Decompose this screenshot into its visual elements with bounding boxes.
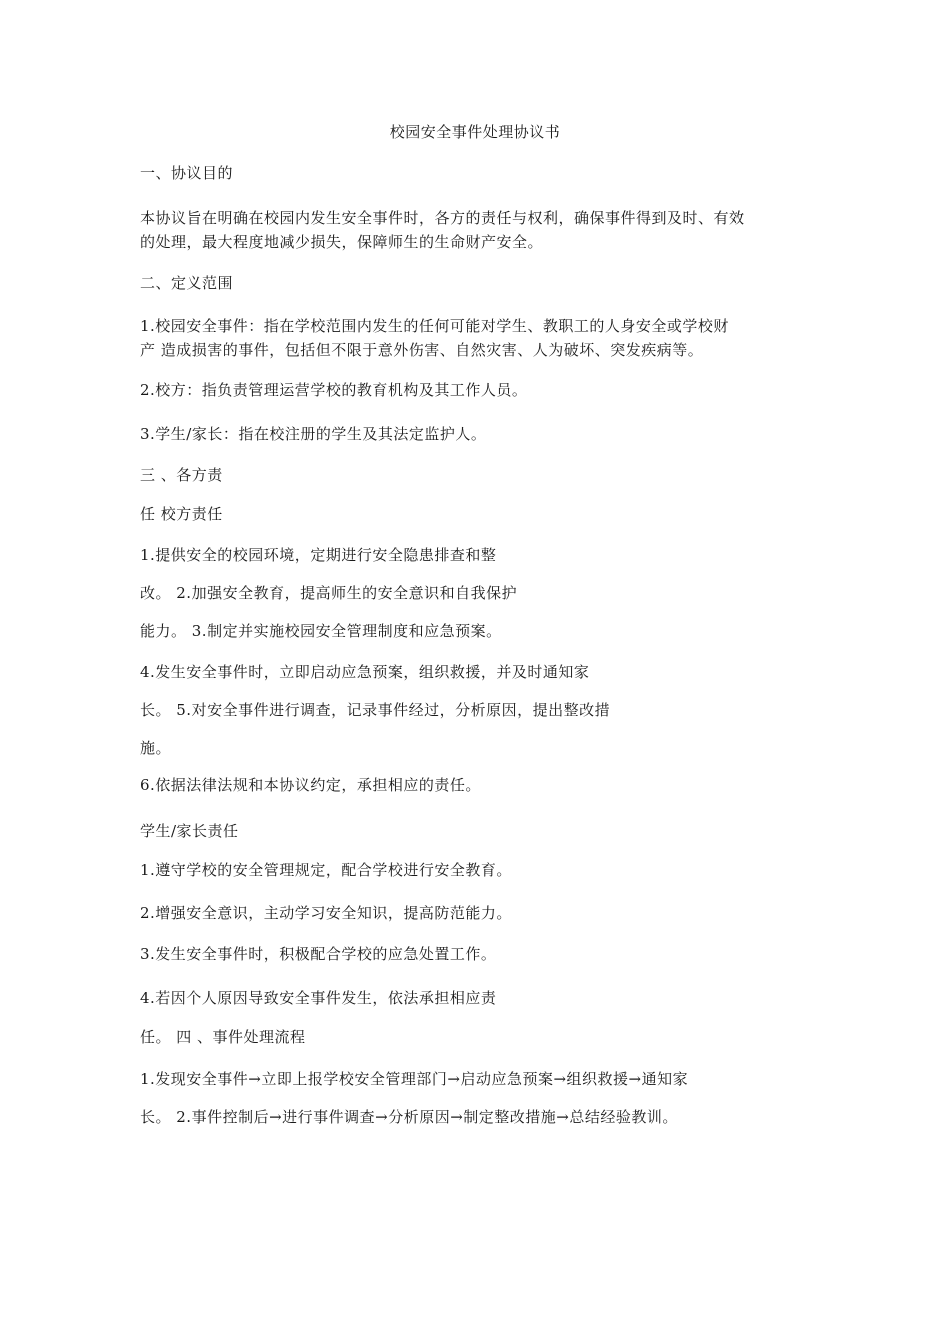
section-heading-responsibility: 三 、各方责 [140, 466, 223, 484]
paragraph-line: 改。 2.加强安全教育，提高师生的安全意识和自我保护 [140, 584, 518, 602]
paragraph-line: 本协议旨在明确在校园内发生安全事件时，各方的责任与权利，确保事件得到及时、有效 [140, 209, 745, 227]
document-title: 校园安全事件处理协议书 [389, 123, 561, 141]
paragraph-line: 4.发生安全事件时，立即启动应急预案，组织救援，并及时通知家 [140, 663, 590, 681]
paragraph-line: 施。 [140, 739, 172, 757]
paragraph-line: 1.提供安全的校园环境，定期进行安全隐患排查和整 [140, 546, 497, 564]
paragraph-line: 2.校方：指负责管理运营学校的教育机构及其工作人员。 [140, 381, 528, 399]
section-heading-scope: 二、定义范围 [140, 274, 234, 292]
subsection-heading-school: 任 校方责任 [140, 505, 223, 523]
paragraph-line: 4.若因个人原因导致安全事件发生，依法承担相应责 [140, 989, 497, 1007]
section-heading-purpose: 一、协议目的 [140, 164, 234, 182]
paragraph-line: 1.遵守学校的安全管理规定，配合学校进行安全教育。 [140, 861, 512, 879]
paragraph-line: 长。 2.事件控制后→进行事件调查→分析原因→制定整改措施→总结经验教训。 [140, 1108, 678, 1126]
paragraph-line: 的处理，最大程度地减少损失，保障师生的生命财产安全。 [140, 233, 544, 251]
section-heading-process: 任。 四 、事件处理流程 [140, 1028, 306, 1046]
paragraph-line: 产 造成损害的事件，包括但不限于意外伤害、自然灾害、人为破坏、突发疾病等。 [140, 341, 704, 359]
paragraph-line: 1.校园安全事件：指在学校范围内发生的任何可能对学生、教职工的人身安全或学校财 [140, 317, 729, 335]
paragraph-line: 1.发现安全事件→立即上报学校安全管理部门→启动应急预案→组织救援→通知家 [140, 1070, 689, 1088]
subsection-heading-students: 学生/家长责任 [140, 822, 239, 840]
paragraph-line: 6.依据法律法规和本协议约定，承担相应的责任。 [140, 776, 481, 794]
paragraph-line: 长。 5.对安全事件进行调查，记录事件经过，分析原因，提出整改措 [140, 701, 611, 719]
paragraph-line: 2.增强安全意识，主动学习安全知识，提高防范能力。 [140, 904, 512, 922]
paragraph-line: 3.学生/家长：指在校注册的学生及其法定监护人。 [140, 425, 487, 443]
paragraph-line: 能力。 3.制定并实施校园安全管理制度和应急预案。 [140, 622, 502, 640]
paragraph-line: 3.发生安全事件时，积极配合学校的应急处置工作。 [140, 945, 497, 963]
